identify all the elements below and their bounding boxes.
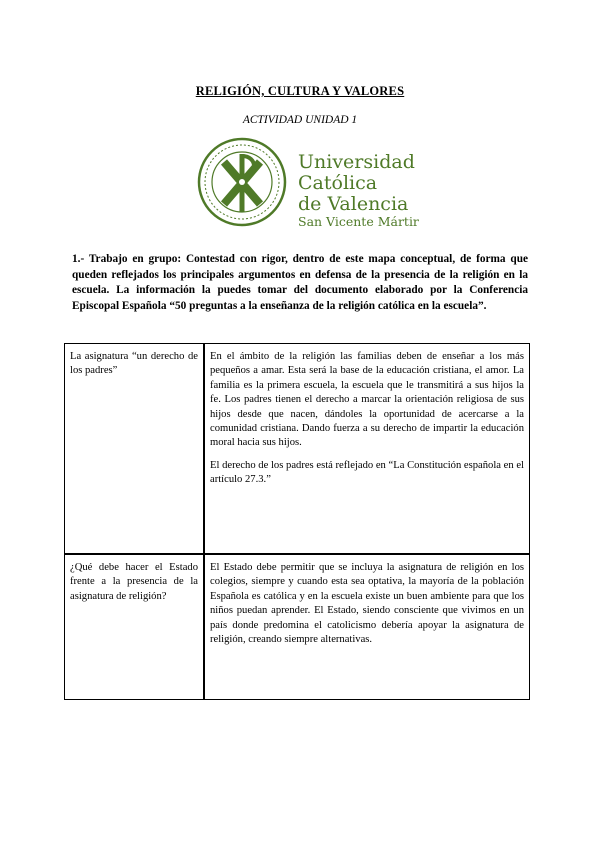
answer-paragraph: En el ámbito de la religión las familias deben de enseñar a los más pequeños a amar. Esta será la base de la educación cristiana, el amor. La familia es la primera escuela, la escuela que le transmitirá a sus hijos la fe. Los padres tienen el derecho a marcar la orientación religiosa de sus hijos desde que nacen, dándoles la oportunidad de acercarse a la comunidad cristiana. Dando fuerza a su derecho de impartir la educación moral hacia sus hijos. — [210, 351, 524, 449]
table-row — [65, 344, 530, 555]
logo-line-3: de Valencia — [298, 193, 409, 215]
answer-paragraph: El Estado debe permitir que se incluya la asignatura de religión en los colegios, siempre y cuando esta sea optativa, la mayoría de la población Española es católica y en la escuela existe un buen ambiente para que los niños puedan aprender. El Estado, siendo consciente que vivimos en un país donde predomina el catolicismo debería apoyar la asignatura de religión, creando siempre alternativas. — [210, 562, 524, 646]
concept-map-table — [64, 343, 530, 700]
logo-line-1: Universidad — [298, 151, 415, 173]
question-cell: La asignatura “un derecho de los padres” — [65, 344, 205, 555]
document-title: RELIGIÓN, CULTURA Y VALORES — [195, 84, 405, 98]
intro-paragraph: 1.- Trabajo en grupo: Contestad con rigor, dentro de este mapa conceptual, de forma que queden reflejados los principales argumentos en defensa de la presencia de la religión en la escuela. La información la puedes tomar del documento elaborado por la Conferencia Episcopal Española “50 preguntas a la enseñanza de la religión católica en la escuela”. — [72, 253, 528, 312]
answer-cell — [204, 344, 530, 555]
logo-line-2: Católica — [298, 172, 378, 194]
answer-paragraph: El derecho de los padres está reflejado en “La Constitución española en el artículo 27.3.” — [210, 459, 524, 486]
document-subtitle: ACTIVIDAD UNIDAD 1 — [242, 114, 358, 126]
question-cell: ¿Qué debe hacer el Estado frente a la presencia de la asignatura de religión? — [65, 554, 205, 700]
chi-rho-emblem-icon — [199, 139, 285, 225]
logo-line-4: San Vicente Mártir — [298, 214, 419, 229]
university-logo — [196, 136, 419, 232]
table-row — [65, 554, 530, 700]
answer-cell — [204, 554, 530, 700]
